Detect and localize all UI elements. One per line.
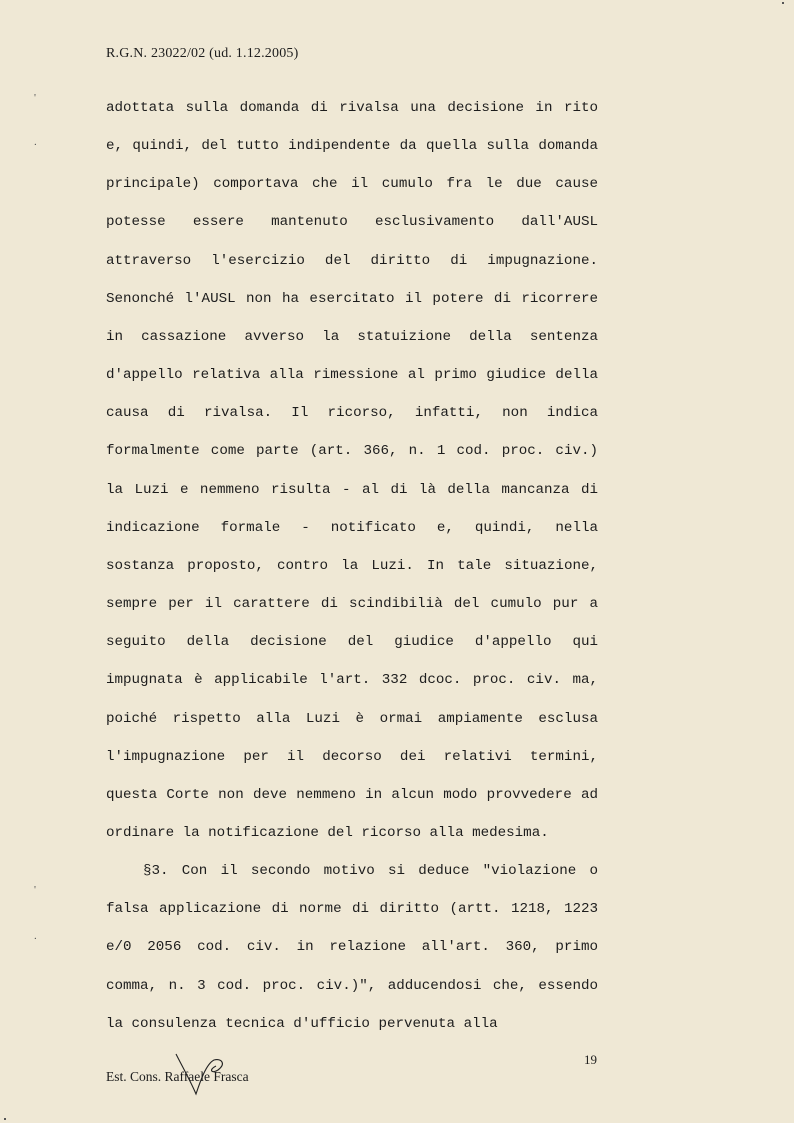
page-number: 19	[584, 1052, 597, 1067]
margin-mark: .	[34, 136, 37, 148]
signature: Est. Cons. Raffaele Frasca	[106, 1069, 249, 1084]
scan-speck	[4, 1118, 6, 1120]
margin-mark: '	[34, 884, 36, 896]
document-body	[106, 89, 598, 1043]
scan-speck	[782, 2, 784, 4]
case-reference-header: R.G.N. 23022/02 (ud. 1.12.2005)	[106, 46, 299, 61]
margin-mark: '	[34, 92, 36, 104]
margin-mark: .	[34, 930, 37, 942]
paragraph: adottata sulla domanda di rivalsa una decisione in rito e, quindi, del tutto indipendente da quella sulla domanda principale) comportava che il cumulo fra le due cause potesse essere mantenuto esclusivamento dall'AUSL attraverso l'esercizio del diritto di impugnazione. Senonché l'AUSL non ha esercitato il potere di ricorrere in cassazione avverso la statuizione della sentenza d'appello relativa alla rimessione al primo giudice della causa di rivalsa. Il ricorso, infatti, non indica formalmente come parte (art. 366, n. 1 cod. proc. civ.) la Luzi e nemmeno risulta - al di là della mancanza di indicazione formale - notificato e, quindi, nella sostanza proposto, contro la Luzi. In tale situazione, sempre per il carattere di scindibilià del cumulo pur a seguito della decisione del giudice d'appello qui impugnata è applicabile l'art. 332 dcoc. proc. civ. ma, poiché rispetto alla Luzi è ormai ampiamente esclusa l'impugnazione per il decorso dei relativi termini, questa Corte non deve nemmeno in alcun modo provvedere ad ordinare la notificazione del ricorso alla medesima.	[106, 100, 598, 841]
paragraph: §3. Con il secondo motivo si deduce "violazione o falsa applicazione di norme di diritto (artt. 1218, 1223 e/0 2056 cod. civ. in relazione all'art. 360, primo comma, n. 3 cod. proc. civ.)", adducendosi che, essendo la consulenza tecnica d'ufficio pervenuta alla	[106, 863, 598, 1032]
